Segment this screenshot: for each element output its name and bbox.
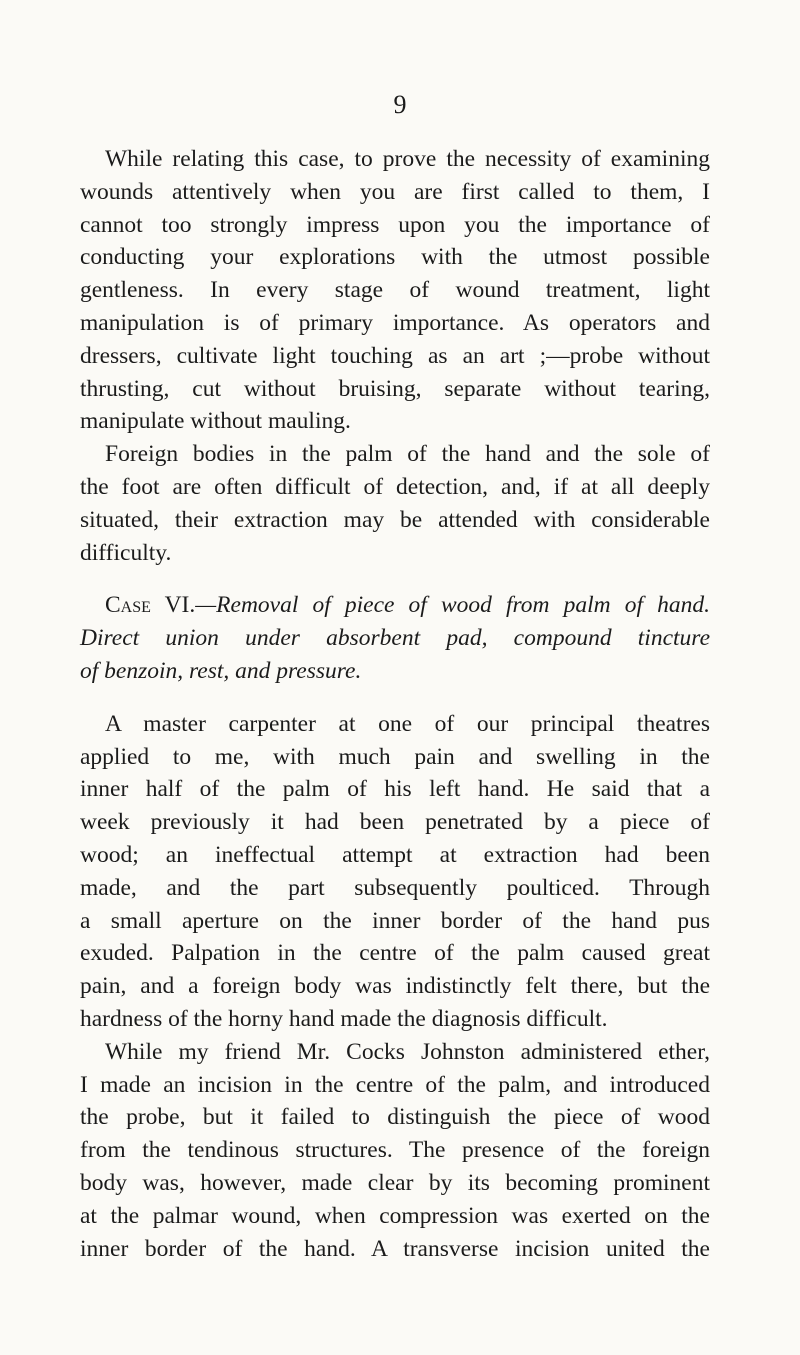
page-number: 9 — [393, 90, 407, 119]
text-line: at the palmar wound, when compression was exerted on the — [80, 1202, 710, 1229]
text-line: thrusting, cut without bruising, separate without tearing, — [80, 375, 710, 402]
paragraph-2 — [80, 438, 710, 569]
text-line: the foot are often difficult of detection, and, if at all deeply — [80, 473, 710, 500]
case-heading-line: Direct union under absorbent pad, compound tincture — [80, 625, 710, 652]
text-line: made, and the part subsequently poulticed. Through — [80, 874, 710, 901]
text-line: hardness of the horny hand made the diagnosis difficult. — [80, 1005, 608, 1032]
text-line: difficulty. — [80, 539, 172, 566]
text-line: pain, and a foreign body was indistinctly felt there, but the — [80, 973, 710, 1000]
case-heading-line — [80, 589, 710, 622]
text-line: conducting your explorations with the utmost possible — [80, 244, 710, 271]
text-line: I made an incision in the centre of the palm, and introduced — [80, 1071, 710, 1098]
text-line: situated, their extraction may be attended with considerable — [80, 506, 710, 533]
text-line: A master carpenter at one of our principal theatres — [105, 710, 710, 737]
paragraph-1 — [80, 143, 710, 438]
text-line: cannot too strongly impress upon you the importance of — [80, 211, 710, 238]
case-title: —Removal of piece of wood from palm of hand. — [195, 592, 710, 619]
case-label: Case VI. — [105, 592, 196, 619]
text-line: wood; an ineffectual attempt at extraction had been — [80, 841, 710, 868]
text-line: exuded. Palpation in the centre of the palm caused great — [80, 940, 710, 967]
case-heading — [80, 589, 710, 687]
text-line: inner border of the hand. A transverse incision united the — [80, 1235, 710, 1262]
text-line: While my friend Mr. Cocks Johnston administered ether, — [105, 1038, 710, 1065]
text-line: body was, however, made clear by its becoming prominent — [80, 1169, 710, 1196]
text-line: gentleness. In every stage of wound treatment, light — [80, 277, 710, 304]
text-line: While relating this case, to prove the necessity of examining — [105, 146, 710, 172]
text-line: a small aperture on the inner border of the hand pus — [80, 907, 710, 934]
text-line: dressers, cultivate light touching as an art ;—probe without — [80, 342, 710, 369]
body-text — [80, 143, 710, 1265]
case-heading-line: of benzoin, rest, and pressure. — [80, 657, 362, 684]
text-line: manipulate without mauling. — [80, 408, 351, 435]
text-line: from the tendinous structures. The presence of the foreign — [80, 1137, 710, 1164]
paragraph-3 — [80, 708, 710, 1036]
text-line: inner half of the palm of his left hand. He said that a — [80, 776, 710, 803]
text-line: manipulation is of primary importance. As operators and — [80, 309, 710, 336]
text-line: Foreign bodies in the palm of the hand and the sole of — [105, 441, 710, 468]
text-line: applied to me, with much pain and swelling in the — [80, 743, 710, 770]
text-line: wounds attentively when you are first called to them, I — [80, 178, 710, 205]
text-line: week previously it had been penetrated by a piece of — [80, 809, 710, 836]
text-line: the probe, but it failed to distinguish the piece of wood — [80, 1104, 710, 1131]
paragraph-4 — [80, 1036, 710, 1266]
